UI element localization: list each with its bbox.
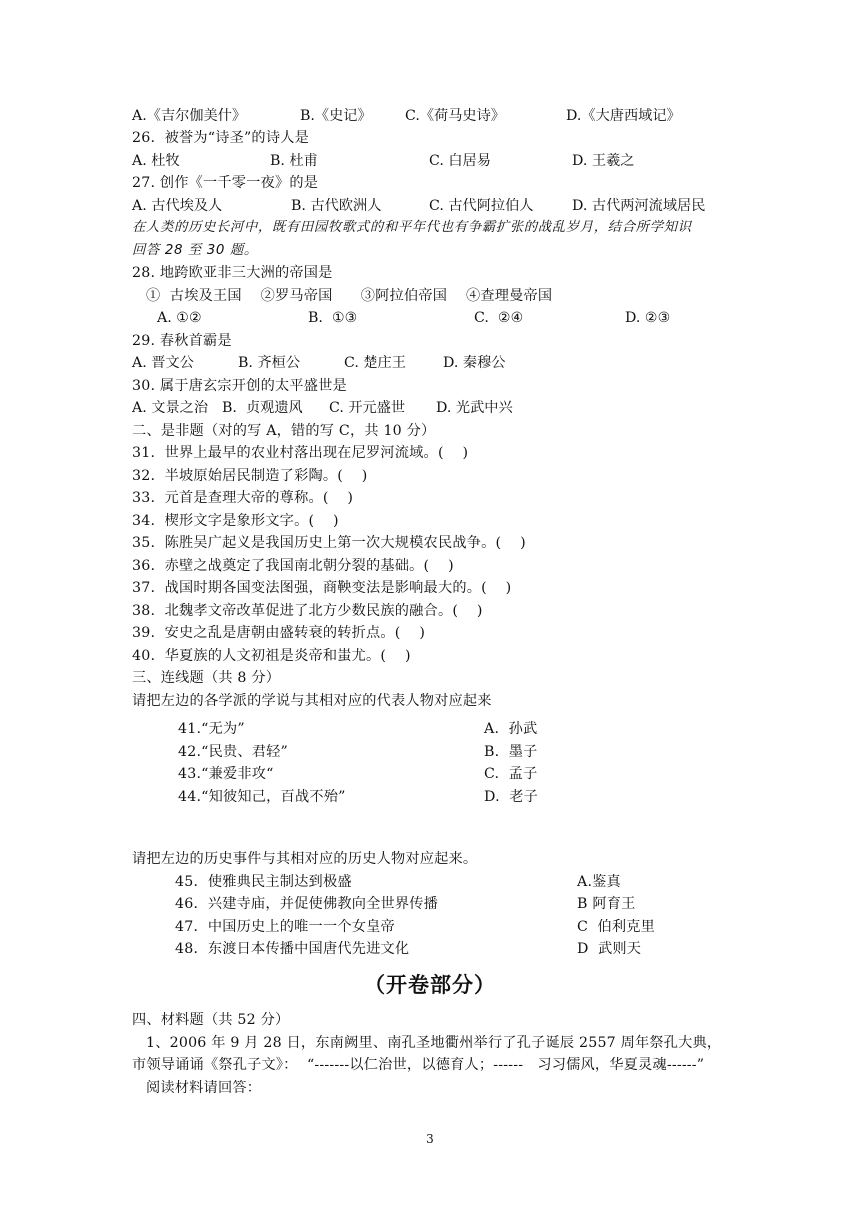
- q29-stem: 29. 春秋首霸是: [132, 333, 232, 349]
- q27-option-a: A. 古代埃及人: [132, 198, 223, 214]
- q25-option-c: C.《荷马史诗》: [405, 108, 505, 124]
- material-question: 阅读材料请回答：: [146, 1080, 262, 1096]
- tf-item-36: 36. 赤壁之战奠定了我国南北朝分裂的基础。( ): [132, 558, 454, 574]
- tf-item-33: 33. 元首是查理大帝的尊称。( ): [132, 490, 354, 506]
- q26-stem: 26. 被誉为“诗圣”的诗人是: [132, 130, 309, 146]
- matching-right-2b: B 阿育王: [577, 896, 636, 912]
- section2-title: 二、是非题（对的写 A，错的写 C，共 10 分）: [132, 423, 436, 439]
- q28-stem: 28. 地跨欧亚非三大洲的帝国是: [132, 265, 333, 281]
- q30-option-c: C. 开元盛世: [329, 400, 406, 416]
- matching-left-46: 46．兴建寺庙，并促使佛教向全世界传播: [175, 896, 439, 912]
- matching-prompt-2: 请把左边的历史事件与其相对应的历史人物对应起来。: [132, 851, 478, 867]
- matching-left-41: 41.“无为”: [178, 721, 245, 737]
- matching-left-44: 44.“知彼知己，百战不殆”: [178, 789, 346, 805]
- intro-28-30-line2: 回答 28 至 30 题。: [132, 243, 258, 258]
- matching-left-47: 47．中国历史上的唯一一个女皇帝: [175, 919, 395, 935]
- q26-option-a: A. 杜牧: [132, 153, 180, 169]
- matching-left-42: 42.“民贵、君轻”: [178, 744, 289, 760]
- q28-option-b: B. ①③: [308, 310, 358, 326]
- tf-item-38: 38. 北魏孝文帝改革促进了北方少数民族的融合。( ): [132, 603, 483, 619]
- q27-option-b: B. 古代欧洲人: [291, 198, 382, 214]
- matching-right-c: C. 孟子: [484, 766, 538, 782]
- matching-right-a: A. 孙武: [484, 721, 538, 737]
- q29-option-c: C. 楚庄王: [344, 355, 406, 371]
- q25-option-b: B.《史记》: [300, 108, 372, 124]
- q27-option-d: D. 古代两河流域居民: [572, 198, 706, 214]
- q25-option-d: D.《大唐西域记》: [566, 108, 681, 124]
- matching-right-2c: C 伯利克里: [577, 919, 656, 935]
- matching-left-43: 43.“兼爱非攻“: [178, 766, 274, 782]
- q26-option-b: B. 杜甫: [270, 153, 318, 169]
- tf-item-34: 34. 楔形文字是象形文字。( ): [132, 513, 339, 529]
- q30-stem: 30. 属于唐玄宗开创的太平盛世是: [132, 378, 347, 394]
- open-book-heading: （开卷部分）: [364, 973, 496, 997]
- q26-option-d: D. 王羲之: [572, 153, 635, 169]
- section3-title: 三、连线题（共 8 分）: [132, 670, 281, 686]
- q29-option-a: A. 晋文公: [132, 355, 194, 371]
- q28-option-d: D. ②③: [625, 310, 671, 326]
- matching-left-45: 45．使雅典民主制达到极盛: [175, 874, 352, 890]
- matching-left-48: 48．东渡日本传播中国唐代先进文化: [175, 941, 410, 957]
- tf-item-37: 37. 战国时期各国变法图强，商鞅变法是影响最大的。( ): [132, 580, 512, 596]
- matching-prompt-1: 请把左边的各学派的学说与其相对应的代表人物对应起来: [132, 693, 492, 709]
- q29-option-b: B. 齐桓公: [238, 355, 301, 371]
- tf-item-32: 32. 半坡原始居民制造了彩陶。( ): [132, 468, 368, 484]
- page-number: 3: [426, 1132, 434, 1146]
- matching-right-b: B. 墨子: [484, 744, 538, 760]
- q30-option-d: D. 光武中兴: [436, 400, 513, 416]
- section4-title: 四、材料题（共 52 分）: [132, 1012, 290, 1028]
- q28-option-a: A. ①②: [157, 310, 202, 326]
- matching-right-2a: A.鉴真: [577, 874, 621, 890]
- intro-28-30-line1: 在人类的历史长河中，既有田园牧歌式的和平年代也有争霸扩张的战乱岁月，结合所学知识: [132, 220, 692, 235]
- q25-option-a: A.《吉尔伽美什》: [132, 108, 247, 124]
- tf-item-35: 35. 陈胜吴广起义是我国历史上第一次大规模农民战争。( ): [132, 535, 526, 551]
- material-para-2: 市领导诵诵《祭孔子文》： “-------以仁治世，以德育人；------ 习习儒风，华夏灵魂------”: [132, 1057, 705, 1073]
- q27-option-c: C. 古代阿拉伯人: [429, 198, 534, 214]
- matching-right-2d: D 武则天: [577, 941, 642, 957]
- q30-option-a: A. 文景之治: [132, 400, 209, 416]
- matching-right-d: D. 老子: [484, 789, 538, 805]
- tf-item-31: 31. 世界上最早的农业村落出现在尼罗河流域。( ): [132, 445, 469, 461]
- q27-stem: 27. 创作《一千零一夜》的是: [132, 175, 319, 191]
- tf-item-40: 40. 华夏族的人文初祖是炎帝和蚩尤。( ): [132, 648, 411, 664]
- q26-option-c: C. 白居易: [429, 153, 491, 169]
- q28-items: ① 古埃及王国 ②罗马帝国 ③阿拉伯帝国 ④查理曼帝国: [146, 288, 553, 304]
- q28-option-c: C. ②④: [474, 310, 524, 326]
- q29-option-d: D. 秦穆公: [443, 355, 506, 371]
- material-para-1: 1、2006 年 9 月 28 日，东南阙里、南孔圣地衢州举行了孔子诞辰 2557 周年祭孔大典，: [146, 1035, 722, 1051]
- q30-option-b: B. 贞观遗风: [222, 400, 303, 416]
- tf-item-39: 39. 安史之乱是唐朝由盛转衰的转折点。( ): [132, 625, 426, 641]
